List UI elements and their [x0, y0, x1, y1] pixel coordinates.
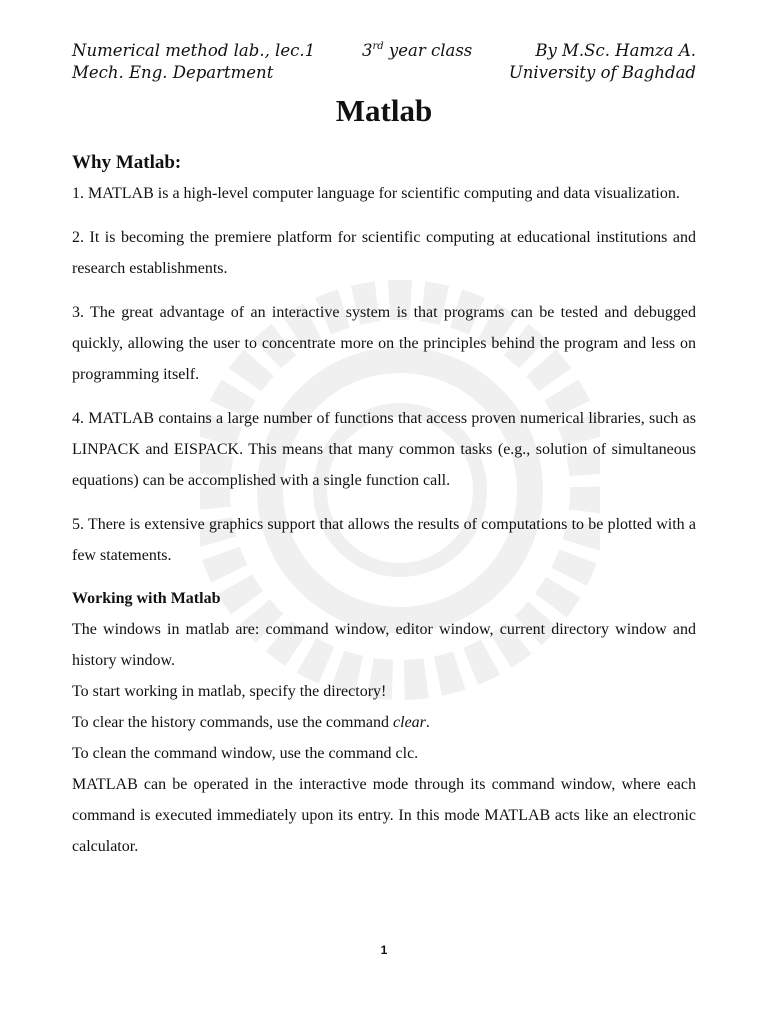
paragraph: The windows in matlab are: command window, editor window, current directory window and history window. — [72, 621, 696, 669]
page-number: 1 — [380, 943, 388, 957]
course-label: Numerical method lab., lec.1 — [72, 41, 316, 60]
section-heading-why-matlab: Why Matlab: — [72, 152, 182, 173]
paragraph: 2. It is becoming the premiere platform for scientific computing at educational institutions and research establishments. — [72, 229, 696, 277]
text-line: To clear the history commands, use the command clear. — [72, 714, 430, 731]
page-title: Matlab — [335, 93, 433, 128]
department-label: Mech. Eng. Department — [72, 63, 274, 82]
clear-command: clear — [393, 714, 426, 731]
text-line: To start working in matlab, specify the directory! — [72, 683, 387, 700]
text-line: To clean the command window, use the command clc. — [72, 745, 419, 762]
document-body — [72, 148, 696, 875]
paragraph: 3. The great advantage of an interactive system is that programs can be tested and debugged quickly, allowing the user to concentrate more on the principles behind the program and less on programming itself. — [72, 304, 696, 383]
paragraph: MATLAB can be operated in the interactive mode through its command window, where each command is executed immediately upon its entry. In this mode MATLAB acts like an electronic calculator. — [72, 776, 696, 855]
university-label: University of Baghdad — [508, 63, 696, 82]
paragraph: 1. MATLAB is a high-level computer language for scientific computing and data visualization. — [72, 185, 680, 202]
paragraph: 5. There is extensive graphics support that allows the results of computations to be plotted with a few statements. — [72, 516, 696, 564]
year-class-label: 3rd year class — [362, 41, 473, 60]
paragraph: 4. MATLAB contains a large number of functions that access proven numerical libraries, such as LINPACK and EISPACK. This means that many common tasks (e.g., solution of simultaneous equations) can be accomplished with a single function call. — [72, 410, 696, 489]
document-header — [72, 40, 696, 84]
section-heading-working-with-matlab: Working with Matlab — [72, 590, 221, 607]
author-label: By M.Sc. Hamza A. — [535, 41, 696, 60]
